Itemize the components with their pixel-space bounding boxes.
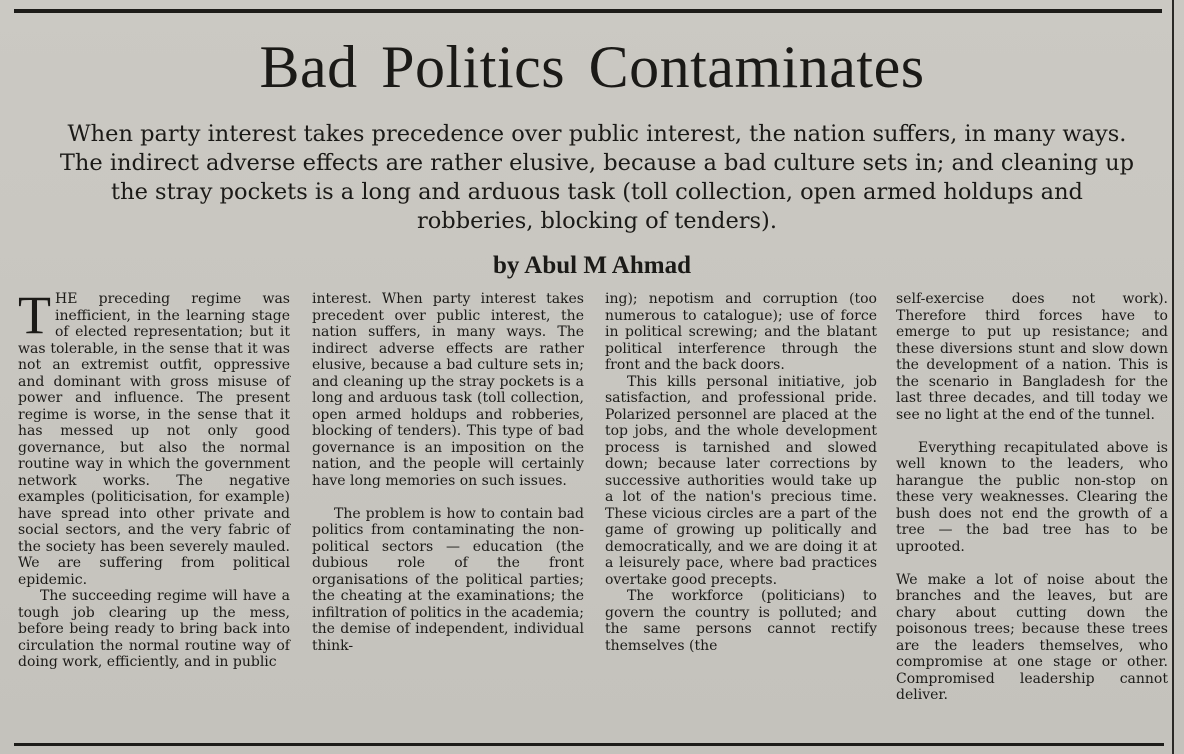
drop-cap: T bbox=[18, 285, 51, 345]
column-3 bbox=[605, 291, 877, 654]
paragraph: Everything recapitulated above is well known to the leaders, who harangue the public non-stop on these very weaknesses. Clearing the bush does not end the growth of a tree — the bad tree has to be uprooted. bbox=[896, 439, 1168, 555]
paragraph: We make a lot of noise about the branches and the leaves, but are chary about cutting down the poisonous trees; because these trees are the leaders themselves, who compromise at one stage or other. Compromised leadership cannot deliver. bbox=[896, 571, 1168, 703]
paragraph: ing); nepotism and corruption (too numerous to catalogue); use of force in political screwing; and the blatant political interference through the front and the back doors. bbox=[605, 291, 877, 373]
paragraph: self-exercise does not work). Therefore third forces have to emerge to put up resistance; and these diversions stunt and slow down the development of a nation. This is the scenario in Bangladesh for the last three decades, and till today we see no light at the end of the tunnel. bbox=[896, 291, 1168, 423]
right-rule bbox=[1172, 0, 1174, 754]
article-deck: When party interest takes precedence over public interest, the nation suffers, in many ways. The indirect adverse effects are rather elusive, because a bad culture sets in; and cleaning up the stray pockets is a long and arduous task (toll collection, open armed holdups and robberies, blocking of tenders). bbox=[59, 121, 1135, 234]
top-rule bbox=[14, 9, 1162, 13]
paragraph: interest. When party interest takes precedent over public interest, the nation suffers, in many ways. The indirect adverse effects are rather elusive, because a bad culture sets in; and cleaning up the stray pockets is a long and arduous task (toll collection, open armed holdups and robberies, blocking of tenders). This type of bad governance is an imposition on the nation, and the people will certainly have long memories on such issues. bbox=[312, 291, 584, 489]
article-headline: Bad Politics Contaminates bbox=[259, 34, 925, 100]
paragraph: This kills personal initiative, job satisfaction, and professional pride. Polarized personnel are placed at the top jobs, and the whole development process is tarnished and slowed down; because later corrections by successive authorities would take up a lot of the nation's precious time. These vicious circles are a part of the game of growing up politically and democratically, and we are doing it at a leisurely pace, where bad practices overtake good precepts. bbox=[605, 373, 877, 588]
paragraph: The workforce (politicians) to govern the country is polluted; and the same persons cannot rectify themselves (the bbox=[605, 588, 877, 654]
column-4 bbox=[896, 291, 1168, 704]
column-2 bbox=[312, 291, 584, 654]
bottom-rule bbox=[14, 743, 1164, 746]
paragraph-opening bbox=[18, 285, 290, 588]
article-byline: by Abul M Ahmad bbox=[493, 252, 691, 279]
paragraph-text: HE preceding regime was inefficient, in the learning stage of elected representation; but it was tolerable, in the sense that it was not an extremist outfit, oppressive and dominant with gross misuse of power and influence. The present regime is worse, in the sense that it has messed up not only good governance, but also the normal routine way in which the government network works. The negative examples (politicisation, for example) have spread into other private and social sectors, and the very fabric of the society has been severely mauled. We are suffering from political epidemic. bbox=[18, 291, 290, 588]
paragraph: The problem is how to contain bad politics from contaminating the non-political sectors — education (the dubious role of the front organisations of the political parties; the cheating at the examinations; the infiltration of politics in the academia; the demise of independent, individual think- bbox=[312, 505, 584, 654]
column-1 bbox=[18, 285, 290, 671]
paragraph: The succeeding regime will have a tough job clearing up the mess, before being ready to bring back into circulation the normal routine way of doing work, efficiently, and in public bbox=[18, 588, 290, 670]
